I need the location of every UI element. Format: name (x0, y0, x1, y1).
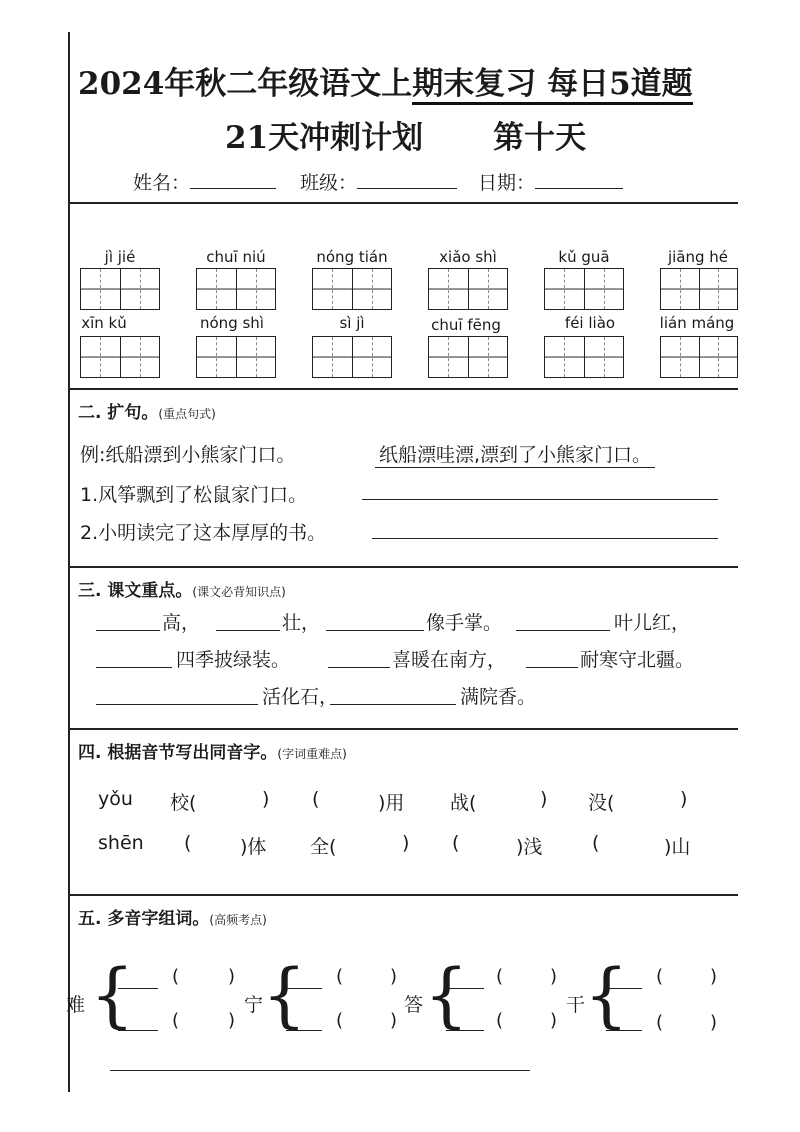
pinyin-label: chuī niú (206, 248, 266, 266)
fill-text: 活化石， (262, 686, 339, 708)
homophone-item: ( (184, 832, 192, 854)
homophone-item: 战( (450, 792, 477, 814)
writing-grid[interactable] (660, 336, 738, 378)
word-blank[interactable] (286, 1030, 322, 1031)
homophone-item: )用 (378, 792, 405, 814)
divider (68, 894, 738, 896)
paren-close: ) (228, 1010, 236, 1031)
writing-grid[interactable] (196, 268, 276, 310)
homophone-item: )浅 (516, 836, 543, 858)
pinyin-label: sì jì (339, 314, 365, 332)
writing-grid[interactable] (544, 336, 624, 378)
example-answer: 纸船漂哇漂,漂到了小熊家门口。 (375, 440, 655, 468)
day-label: 第十天 (493, 120, 587, 156)
paren-close: ) (550, 966, 558, 987)
section-title-expand: 二. 扩句。(重点句式) (78, 403, 216, 423)
polyphone-char: 宁 (244, 994, 264, 1016)
brace-icon: { (90, 954, 135, 1036)
brace-icon: { (584, 954, 629, 1036)
paren-open: ( (336, 1010, 344, 1031)
brace-icon: { (424, 954, 469, 1036)
polyphone-char: 干 (566, 994, 586, 1016)
word-blank[interactable] (118, 1030, 158, 1031)
paren-close: ) (228, 966, 236, 987)
divider (68, 566, 738, 568)
fill-blank[interactable] (328, 667, 390, 668)
writing-grid[interactable] (196, 336, 276, 378)
homophone-item: 校( (170, 792, 197, 814)
fill-blank[interactable] (96, 704, 258, 705)
homophone-item: ) (402, 832, 410, 854)
fill-blank[interactable] (216, 630, 280, 631)
fill-blank[interactable] (330, 704, 456, 705)
page-subtitle: 21天冲刺计划 第十天 (225, 120, 587, 156)
homophone-item: 没( (588, 792, 615, 814)
pinyin-label: xīn kǔ (81, 314, 127, 332)
writing-grid[interactable] (428, 268, 508, 310)
pinyin-label: lián máng (659, 314, 735, 332)
pinyin-label: féi liào (564, 314, 616, 332)
word-blank[interactable] (446, 988, 484, 989)
paren-close: ) (390, 966, 398, 987)
word-blank[interactable] (286, 988, 322, 989)
section-title-key-points: 三. 课文重点。(课文必背知识点) (78, 581, 286, 601)
paren-close: ) (710, 966, 718, 987)
divider (68, 388, 738, 390)
divider (68, 202, 738, 204)
writing-grid[interactable] (312, 268, 392, 310)
homophone-item: ) (262, 788, 270, 810)
pinyin-label: jì jié (104, 248, 136, 266)
homophone-item: 全( (310, 836, 337, 858)
name-field[interactable]: 姓名： (133, 168, 276, 195)
writing-grid[interactable] (428, 336, 508, 378)
paren-open: ( (656, 1012, 664, 1033)
syllable-shen: shēn (98, 832, 144, 854)
pinyin-label: chuī fēng (431, 316, 501, 334)
pinyin-label: nóng tián (316, 248, 388, 266)
pinyin-label: kǔ guā (558, 248, 610, 266)
answer-line-2[interactable] (372, 538, 718, 539)
homophone-item: ( (312, 788, 320, 810)
homophone-item: ( (452, 832, 460, 854)
word-blank[interactable] (446, 1030, 484, 1031)
paren-open: ( (172, 966, 180, 987)
paren-open: ( (336, 966, 344, 987)
pinyin-label: xiǎo shì (439, 248, 497, 266)
homophone-item: ) (540, 788, 548, 810)
brace-icon: { (262, 954, 307, 1036)
example-sentence: 例:纸船漂到小熊家门口。 (80, 444, 296, 466)
syllable-you: yǒu (98, 788, 133, 810)
fill-text: 四季披绿装。 (176, 649, 291, 671)
fill-blank[interactable] (526, 667, 578, 668)
question-2: 2.小明读完了这本厚厚的书。 (80, 522, 327, 544)
fill-text: 满院香。 (460, 686, 537, 708)
fill-text: 叶儿红， (614, 612, 691, 634)
fill-blank[interactable] (96, 630, 160, 631)
date-field[interactable]: 日期： (478, 168, 623, 195)
homophone-item: )山 (664, 836, 691, 858)
divider (68, 728, 738, 730)
word-blank[interactable] (118, 988, 158, 989)
fill-text: 高， (162, 612, 201, 634)
paren-open: ( (656, 966, 664, 987)
word-blank[interactable] (606, 1030, 642, 1031)
word-blank[interactable] (606, 988, 642, 989)
paren-open: ( (172, 1010, 180, 1031)
fill-blank[interactable] (516, 630, 610, 631)
paren-close: ) (550, 1010, 558, 1031)
paren-open: ( (496, 1010, 504, 1031)
homophone-item: ( (592, 832, 600, 854)
fill-text: 像手掌。 (426, 612, 503, 634)
answer-line-1[interactable] (362, 499, 718, 500)
fill-text: 壮， (282, 612, 321, 634)
pinyin-label: jiāng hé (667, 248, 729, 266)
paren-close: ) (710, 1012, 718, 1033)
divider (110, 1070, 530, 1071)
homophone-item: ) (680, 788, 688, 810)
paren-open: ( (496, 966, 504, 987)
writing-grid[interactable] (80, 336, 160, 378)
section-title-homophones: 四. 根据音节写出同音字。(字词重难点) (78, 743, 347, 763)
pinyin-label: nóng shì (200, 314, 264, 332)
section-title-polyphones: 五. 多音字组词。(高频考点) (78, 909, 267, 929)
writing-grid[interactable] (312, 336, 392, 378)
writing-grid[interactable] (660, 268, 738, 310)
polyphone-char: 难 (66, 994, 86, 1016)
fill-text: 耐寒守北疆。 (580, 649, 695, 671)
polyphone-char: 答 (404, 994, 424, 1016)
homophone-item: )体 (240, 836, 267, 858)
fill-blank[interactable] (96, 667, 172, 668)
fill-text: 喜暖在南方， (392, 649, 507, 671)
question-1: 1.风筝飘到了松鼠家门口。 (80, 484, 308, 506)
paren-close: ) (390, 1010, 398, 1031)
page-title: 2024年秋二年级语文上期末复习 每日5道题 (78, 58, 693, 103)
class-field[interactable]: 班级： (300, 168, 457, 195)
writing-grid[interactable] (80, 268, 160, 310)
fill-blank[interactable] (326, 630, 424, 631)
writing-grid[interactable] (544, 268, 624, 310)
